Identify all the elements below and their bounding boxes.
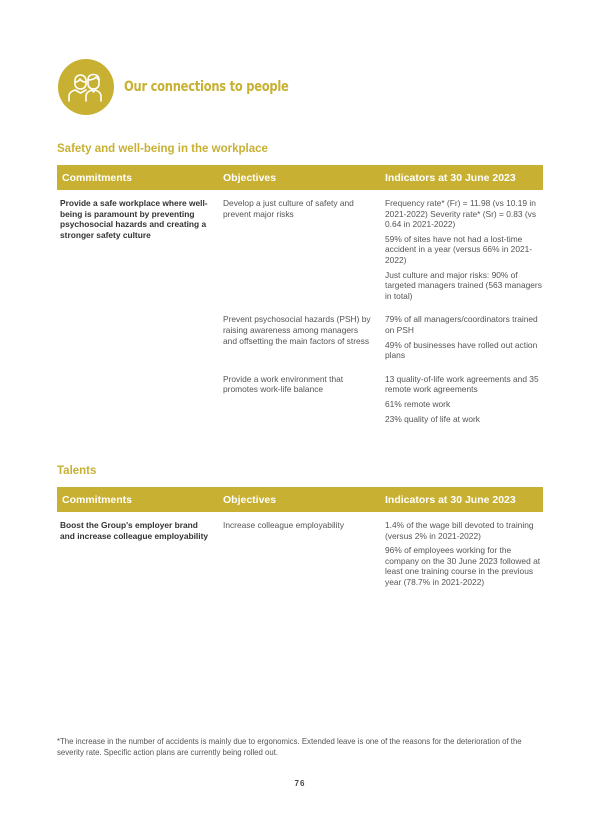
section-title-talents: Talents bbox=[57, 465, 97, 477]
indicators-cell bbox=[382, 374, 543, 428]
footnote: *The increase in the number of accidents is mainly due to ergonomics. Extended leave is one of the reasons for the deterioration of the severity rate. Specific action plans are currently being rolled out. bbox=[57, 737, 522, 757]
indicator: Frequency rate* (Fr) = 11.98 (vs 10.19 in 2021-2022) Severity rate* (Sr) = 0.83 (vs 0.64 in 2021-2022) bbox=[385, 198, 537, 230]
safety-table bbox=[57, 165, 543, 428]
indicators-cell bbox=[382, 314, 543, 364]
table-row bbox=[57, 198, 543, 305]
commitment-cell: Boost the Group's employer brand and increase colleague employability bbox=[60, 520, 209, 541]
indicator: 79% of all managers/coordinators trained on PSH bbox=[385, 314, 538, 335]
talents-table bbox=[57, 487, 543, 592]
objective-cell: Increase colleague employability bbox=[223, 520, 345, 530]
section-title-safety: Safety and well-being in the workplace bbox=[57, 143, 268, 155]
column-header-objectives: Objectives bbox=[223, 493, 277, 506]
table-row bbox=[57, 374, 543, 428]
indicator: 23% quality of life at work bbox=[385, 413, 480, 424]
table-row bbox=[57, 520, 543, 592]
indicator: 49% of businesses have rolled out action plans bbox=[385, 339, 538, 361]
people-icon bbox=[58, 59, 114, 115]
objective-cell: Prevent psychosocial hazards (PSH) by raising awareness among managers and offsetting the main factors of stress bbox=[223, 314, 371, 346]
indicator: 13 quality-of-life work agreements and 35 remote work agreements bbox=[385, 373, 539, 395]
indicators-cell bbox=[382, 198, 543, 305]
chapter-title: Our connections to people bbox=[124, 79, 289, 95]
column-header-indicators: Indicators at 30 June 2023 bbox=[385, 171, 516, 184]
page-header bbox=[58, 58, 325, 116]
table-header bbox=[57, 165, 543, 190]
table-row bbox=[57, 314, 543, 364]
indicators-cell bbox=[382, 520, 543, 592]
indicator: 96% of employees working for the company on the 30 June 2023 followed at least one training course in the previous year (78.7% in 2021-2022) bbox=[385, 545, 541, 587]
indicator: 1.4% of the wage bill devoted to training (versus 2% in 2021-2022) bbox=[385, 520, 534, 541]
column-header-objectives: Objectives bbox=[223, 171, 277, 184]
objective-cell: Develop a just culture of safety and prevent major risks bbox=[223, 198, 354, 219]
column-header-indicators: Indicators at 30 June 2023 bbox=[385, 493, 516, 506]
indicator: 59% of sites have not had a lost-time accident in a year (versus 66% in 2021-2022) bbox=[385, 233, 533, 265]
table-header bbox=[57, 487, 543, 512]
indicator: Just culture and major risks: 90% of targeted managers trained (563 managers in total) bbox=[385, 269, 542, 301]
indicator: 61% remote work bbox=[385, 398, 451, 409]
column-header-commitments: Commitments bbox=[62, 493, 133, 506]
objective-cell: Provide a work environment that promotes work-life balance bbox=[223, 373, 344, 395]
page-number: 76 bbox=[294, 779, 306, 788]
column-header-commitments: Commitments bbox=[62, 171, 133, 184]
commitment-cell: Provide a safe workplace where well-being is paramount by preventing psychosocial hazards and creating a stronger safety culture bbox=[60, 198, 208, 240]
